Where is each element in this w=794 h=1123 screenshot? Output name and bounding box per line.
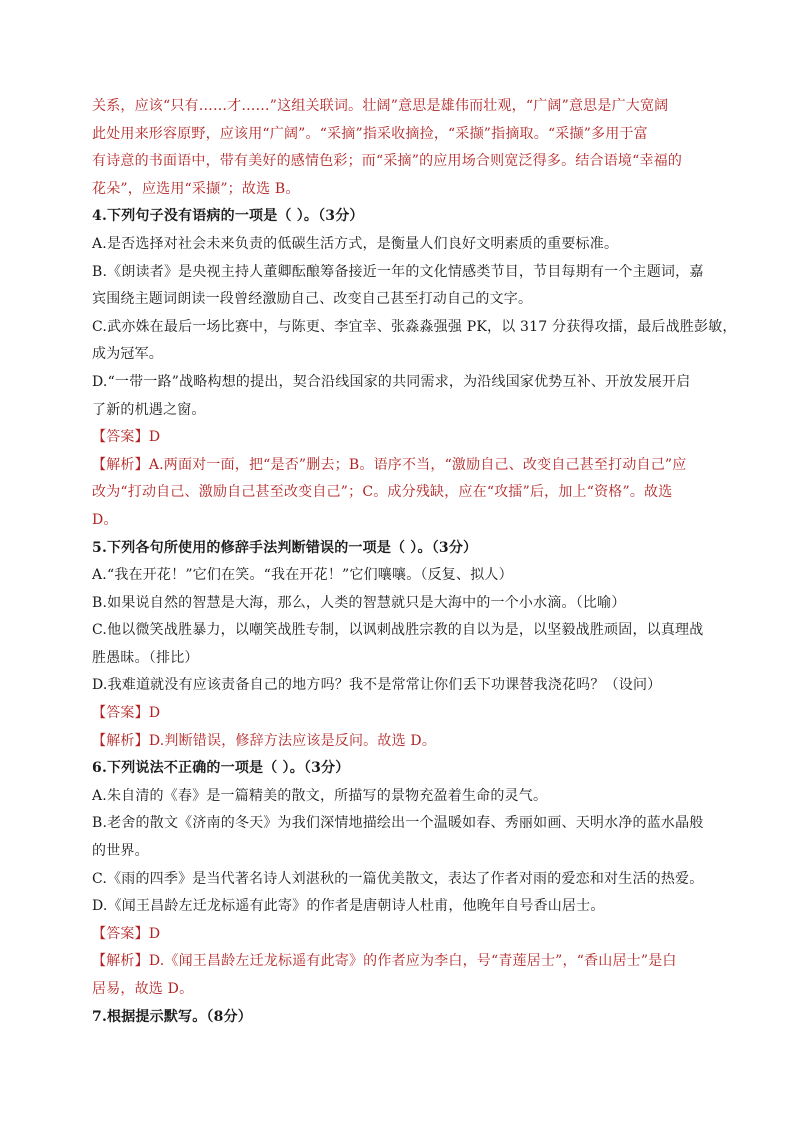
analysis-line: 花朵”，应选用“采撷”；故选 B。 [92,180,300,197]
option-b-cont: 宾围绕主题词朗读一段曾经激励自己、改变自己甚至打动自己的文字。 [92,291,533,308]
answer-line [92,700,702,728]
analysis-line: 有诗意的书面语中，带有美好的感情色彩；而“采摘”的应用场合则宽泛得多。结合语境“幸福的 [92,153,683,170]
analysis-tag: 【解析】 [92,732,149,749]
option-b-cont: 的世界。 [92,843,149,860]
analysis-line: D。 [92,511,118,528]
answer-value: D [148,705,161,722]
analysis-line [92,948,702,976]
analysis-text: D.《闻王昌龄左迁龙标遥有此寄》的作者应为李白，号“青莲居士”，“香山居士”是白 [148,953,677,970]
analysis-tag: 【解析】 [92,953,149,970]
answer-line [92,424,702,452]
answer-line [92,921,702,949]
analysis-text: D.判断错误，修辞方法应该是反问。故选 D。 [148,732,437,749]
answer-value: D [148,925,161,942]
option-c: C.武亦姝在最后一场比赛中，与陈更、李宜幸、张淼淼强强 PK，以 317 分获得攻擂，最后战胜彭敏， [92,318,737,335]
option-b: B.如果说自然的智慧是大海，那么，人类的智慧就只是大海中的一个小水滴。（比喻） [92,594,626,611]
answer-tag: 【答案】 [92,429,149,446]
option-d: D.我难道就没有应该责备自己的地方吗？我不是常常让你们丢下功课替我浇花吗？（设问） [92,677,662,694]
option-a: A.是否选择对社会未来负责的低碳生活方式，是衡量人们良好文明素质的重要标准。 [92,235,619,252]
option-d: D.《闻王昌龄左迁龙标遥有此寄》的作者是唐朝诗人杜甫，他晚年自号香山居士。 [92,898,605,915]
answer-tag: 【答案】 [92,925,149,942]
option-d-cont: 了新的机遇之窗。 [92,401,206,418]
option-c: C.他以微笑战胜暴力，以嘲笑战胜专制，以讽刺战胜宗教的自以为是，以坚毅战胜顽固，以真理战 [92,622,704,639]
option-a: A.“我在开花！”它们在笑。“我在开花！”它们嚷嚷。（反复、拟人） [92,567,513,584]
analysis-tag: 【解析】 [92,456,149,473]
question-title: 7.根据提示默写。（8分） [92,1008,252,1025]
analysis-line: 居易，故选 D。 [92,981,194,997]
analysis-line: 此处用来形容原野，应该用“广阔”。“采摘”指采收摘捡，“采撷”指摘取。“采撷”多用于富 [92,125,648,142]
analysis-line [92,728,702,756]
analysis-text: A.两面对一面，把“是否”删去；B。语序不当，“激励自己、改变自己甚至打动自己”应 [148,456,687,473]
option-c-cont: 成为冠军。 [92,346,163,363]
question-title: 4.下列句子没有语病的一项是（ ）。（3分） [92,208,364,225]
option-a: A.朱自清的《春》是一篇精美的散文，所描写的景物充盈着生命的灵气。 [92,787,548,804]
option-b: B.老舍的散文《济南的冬天》为我们深情地描绘出一个温暖如春、秀丽如画、天明水净的蓝水晶般 [92,815,704,832]
question-title: 5.下列各句所使用的修辞手法判断错误的一项是（ ）。（3分） [92,539,478,556]
option-c-cont: 胜愚昧。（排比） [92,649,199,666]
option-d: D.“一带一路”战略构想的提出，契合沿线国家的共同需求，为沿线国家优势互补、开放发展开启 [92,373,691,390]
option-b: B.《朗读者》是央视主持人董卿酝酿筹备接近一年的文化情感类节目，节目每期有一个主题词，嘉 [92,263,704,280]
document-page [92,93,737,1031]
analysis-line [92,452,702,480]
answer-tag: 【答案】 [92,705,149,722]
option-c: C.《雨的四季》是当代著名诗人刘湛秋的一篇优美散文，表达了作者对雨的爱恋和对生活的热爱。 [92,870,704,887]
answer-value: D [148,429,161,446]
analysis-line: 关系，应该“只有……才……”这组关联词。壮阔”意思是雄伟而壮观，“广阔”意思是广大宽阔 [92,98,669,114]
question-title: 6.下列说法不正确的一项是（ ）。（3分） [92,760,350,777]
analysis-line: 改为“打动自己、激励自己甚至改变自己”；C。成分残缺，应在“攻擂”后，加上“资格”。故选 [92,484,673,501]
